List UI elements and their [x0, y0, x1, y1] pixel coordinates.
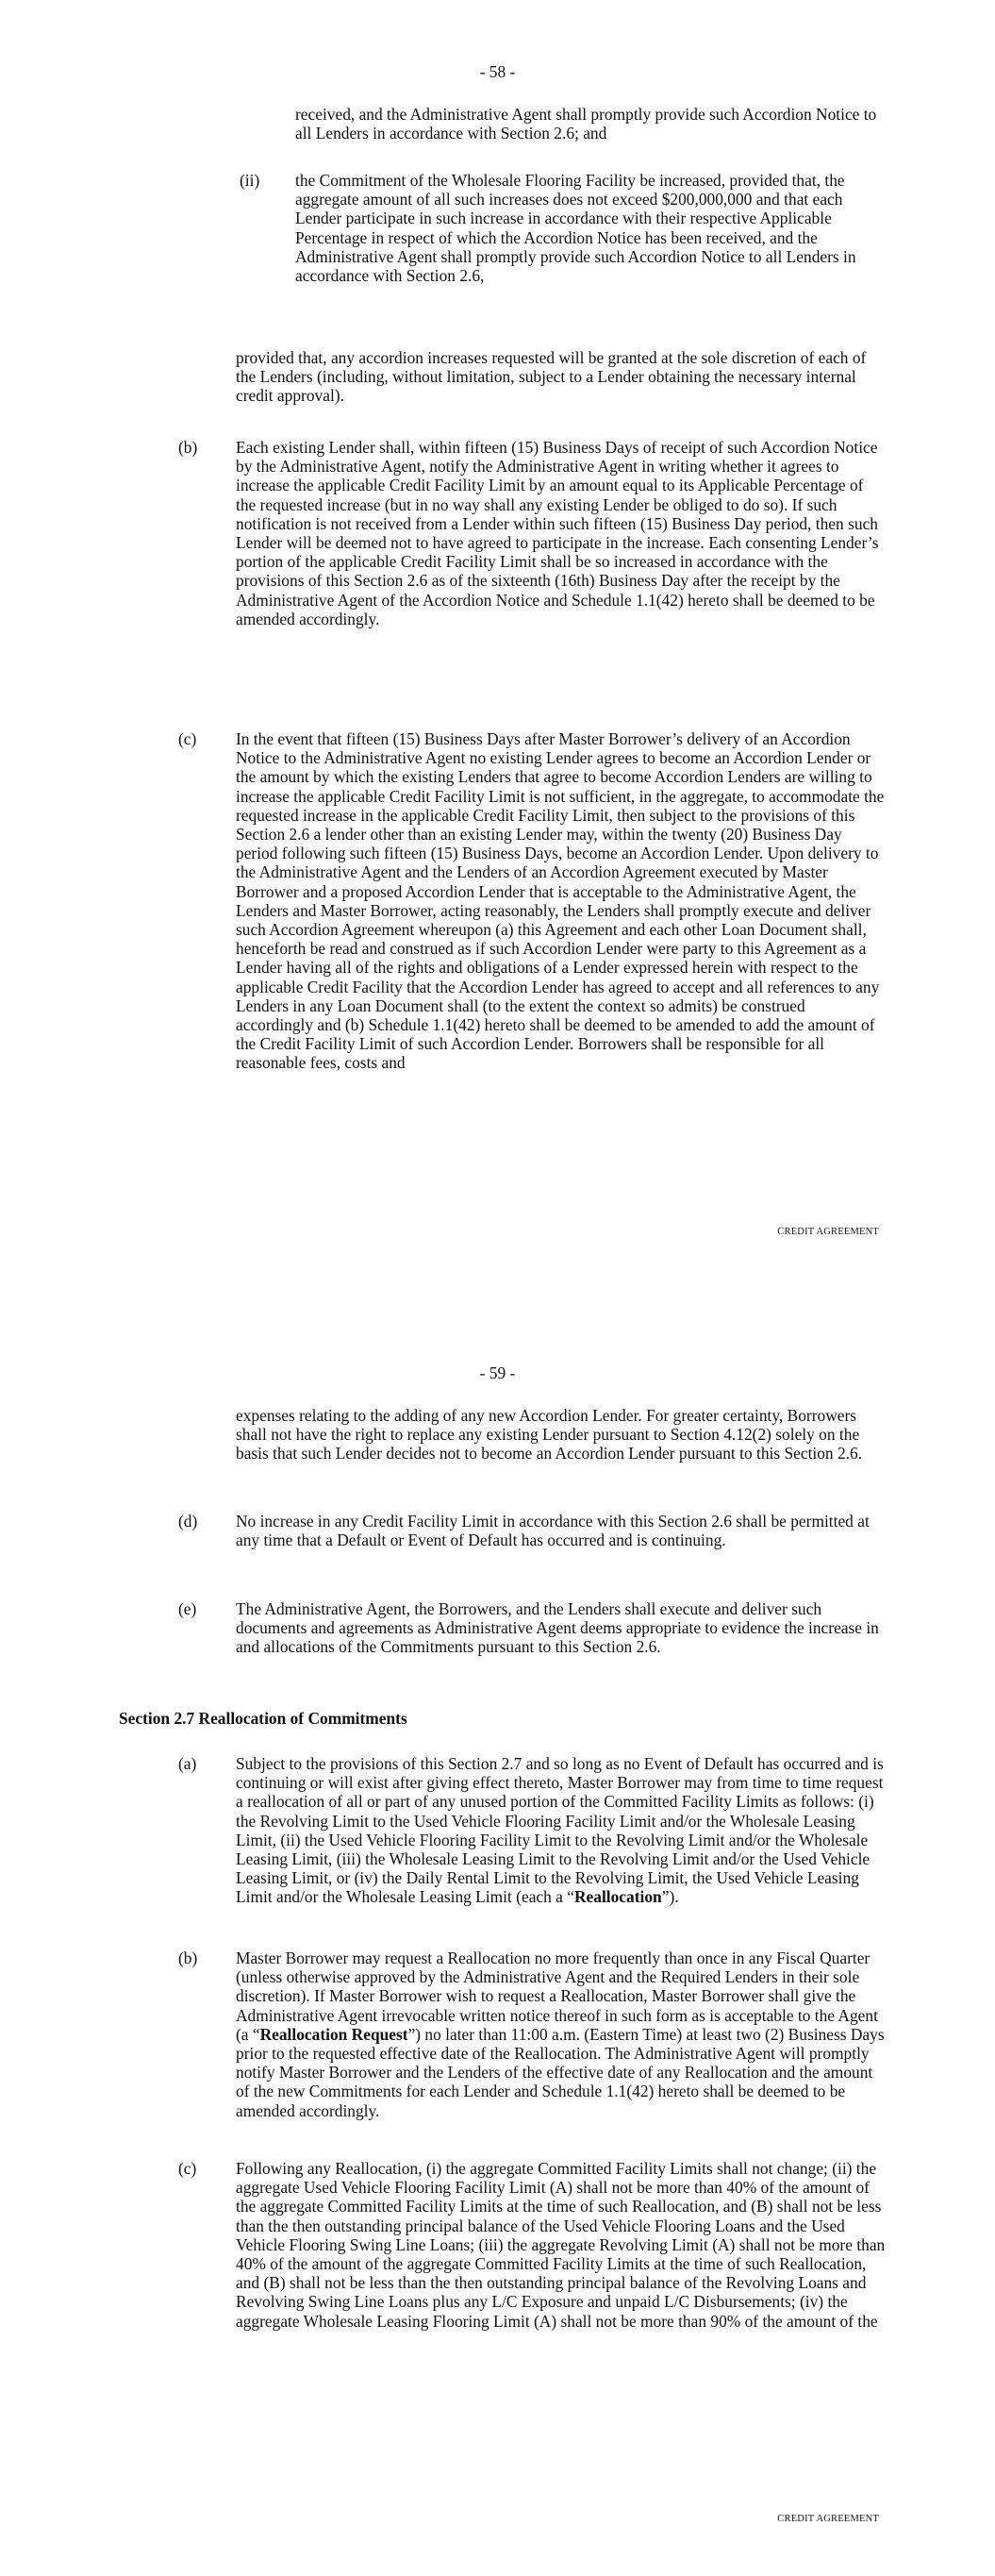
page-footer: CREDIT AGREEMENT	[777, 2514, 879, 2524]
item-d-text: No increase in any Credit Facility Limit in accordance with this Section 2.6 shall be permitted at any time that a Default or Event of Default has occurred and is continuing.	[236, 1512, 870, 1550]
item-label-d: (d)	[178, 1512, 198, 1531]
item-label-ii: (ii)	[240, 171, 260, 190]
page-footer: CREDIT AGREEMENT	[777, 1227, 879, 1237]
item-label-a: (a)	[178, 1754, 197, 1773]
item-label-e: (e)	[178, 1599, 197, 1618]
item-b-text: Each existing Lender shall, within fifteen (15) Business Days of receipt of such Accordion Notice by the Administrative Agent, notify the Administrative Agent in writing whether it agrees to increase the applicable Credit Facility Limit by an amount equal to its Applicable Percentage of the requested increase (but in no way shall any existing Lender be obliged to do so). If such notification is not received from a Lender within such fifteen (15) Business Day period, then such Lender will be deemed not to have agreed to participate in the increase. Each consenting Lender’s portion of the applicable Credit Facility Limit shall be so increased in accordance with the provisions of this Section 2.6 as of the sixteenth (16th) Business Day after the receipt by the Administrative Agent of the Accordion Notice and Schedule 1.1(42) hereto shall be deemed to be amended accordingly.	[236, 438, 879, 628]
item-label-b: (b)	[178, 1949, 198, 1967]
item-a-text	[236, 1754, 887, 1907]
section-heading: Section 2.7 Reallocation of Commitments	[119, 1709, 407, 1728]
item-c-text: In the event that fifteen (15) Business Days after Master Borrower’s delivery of an Accordion Notice to the Administrative Agent no existing Lender agrees to become an Accordion Lender or the amount by which the existing Lenders that agree to become Accordion Lenders are willing to increase the applicable Credit Facility Limit is not sufficient, in the aggregate, to accommodate the requested increase in the applicable Credit Facility Limit, then subject to the provisions of this Section 2.6 a lender other than an existing Lender may, within the twenty (20) Business Day period following such fifteen (15) Business Days, become an Accordion Lender. Upon delivery to the Administrative Agent and the Lenders of an Accordion Agreement executed by Master Borrower and a proposed Accordion Lender that is acceptable to the Administrative Agent, the Lenders and Master Borrower, acting reasonably, the Lenders shall promptly execute and deliver such Accordion Agreement whereupon (a) this Agreement and each other Loan Document shall, henceforth be read and construed as if such Accordion Lender were party to this Agreement as a Lender having all of the rights and obligations of a Lender expressed herein with respect to the applicable Credit Facility that the Accordion Lender has agreed to accept and all references to any Lenders in any Loan Document shall (to the extent the context so admits) be construed accordingly and (b) Schedule 1.1(42) hereto shall be deemed to be amended to add the amount of the Credit Facility Limit of such Accordion Lender. Borrowers shall be responsible for all reasonable fees, costs and	[236, 729, 885, 1073]
page-number: - 59 -	[479, 1363, 516, 1382]
item-a-text-before: Subject to the provisions of this Section 2.7 and so long as no Event of Default has occurred and is continuing or will exist after giving effect thereto, Master Borrower may from time to time request a reallocation of all or part of any unused portion of the Committed Facility Limits as follows: (i) the Revolving Limit to the Used Vehicle Flooring Facility Limit and/or the Wholesale Leasing Limit, (ii) the Used Vehicle Flooring Facility Limit to the Revolving Limit and/or the Wholesale Leasing Limit, (iii) the Wholesale Leasing Limit to the Revolving Limit and/or the Used Vehicle Leasing Limit, or (iv) the Daily Rental Limit to the Revolving Limit, the Used Vehicle Leasing Limit and/or the Wholesale Leasing Limit (each a “	[236, 1754, 884, 1907]
continuation-paragraph: expenses relating to the adding of any new Accordion Lender. For greater certainty, Borrowers shall not have the right to replace any existing Lender pursuant to Section 4.12(2) solely on the basis that such Lender decides not to become an Accordion Lender pursuant to this Section 2.6.	[236, 1406, 863, 1464]
item-b-text-before: Master Borrower may request a Reallocation no more frequently than once in any Fiscal Quarter (unless otherwise approved by the Administrative Agent and the Required Lenders in their sole discretion). If Master Borrower wish to request a Reallocation, Master Borrower shall give the Administrative Agent irrevocable written notice thereof in such form as is acceptable to the Agent (a “	[236, 1949, 878, 2044]
item-b-text	[236, 1949, 887, 2120]
continuation-paragraph: received, and the Administrative Agent shall promptly provide such Accordion Notice to all Lenders in accordance with Section 2.6; and	[295, 105, 877, 143]
document-page-59	[0, 1288, 995, 2576]
defined-term-reallocation: Reallocation	[573, 1887, 662, 1907]
item-a-text-after: ”).	[661, 1887, 679, 1907]
item-label-b: (b)	[178, 438, 198, 457]
page-number: - 58 -	[479, 62, 516, 81]
item-label-c: (c)	[178, 2159, 197, 2178]
item-e-text: The Administrative Agent, the Borrowers, and the Lenders shall execute and deliver such documents and agreements as Administrative Agent deems appropriate to evidence the increase in and allocations of the Commitments pursuant to this Section 2.6.	[236, 1599, 879, 1657]
item-c-text: Following any Reallocation, (i) the aggregate Committed Facility Limits shall not change; (ii) the aggregate Used Vehicle Flooring Facility Limit (A) shall not be more than 40% of the amount of the aggregate Committed Facility Limits at the time of such Reallocation, and (B) shall not be less than the then outstanding principal balance of the Used Vehicle Flooring Loans and the Used Vehicle Flooring Swing Line Loans; (iii) the aggregate Revolving Limit (A) shall not be more than 40% of the amount of the aggregate Committed Facility Limits at the time of such Reallocation, and (B) shall not be less than the then outstanding principal balance of the Revolving Loans and Revolving Swing Line Loans plus any L/C Exposure and unpaid L/C Disbursements; (iv) the aggregate Wholesale Leasing Flooring Limit (A) shall not be more than 90% of the amount of the	[236, 2159, 886, 2331]
defined-term-reallocation-request: Reallocation Request	[259, 2024, 408, 2044]
proviso-paragraph: provided that, any accordion increases requested will be granted at the sole discretion of each of the Lenders (including, without limitation, subject to a Lender obtaining the necessary internal credit approval).	[236, 348, 867, 406]
item-ii-text: the Commitment of the Wholesale Flooring Facility be increased, provided that, the aggregate amount of all such increases does not exceed $200,000,000 and that each Lender participate in such increase in accordance with their respective Applicable Percentage in respect of which the Accordion Notice has been received, and the Administrative Agent shall promptly provide such Accordion Notice to all Lenders in accordance with Section 2.6,	[295, 171, 856, 286]
item-b-text-after: ”) no later than 11:00 a.m. (Eastern Time) at least two (2) Business Days prior to the requested effective date of the Reallocation. The Administrative Agent will promptly notify Master Borrower and the Lenders of the effective date of any Reallocation and the amount of the new Commitments for each Lender and Schedule 1.1(42) hereto shall be deemed to be amended accordingly.	[236, 2024, 885, 2120]
item-label-c: (c)	[178, 729, 197, 748]
